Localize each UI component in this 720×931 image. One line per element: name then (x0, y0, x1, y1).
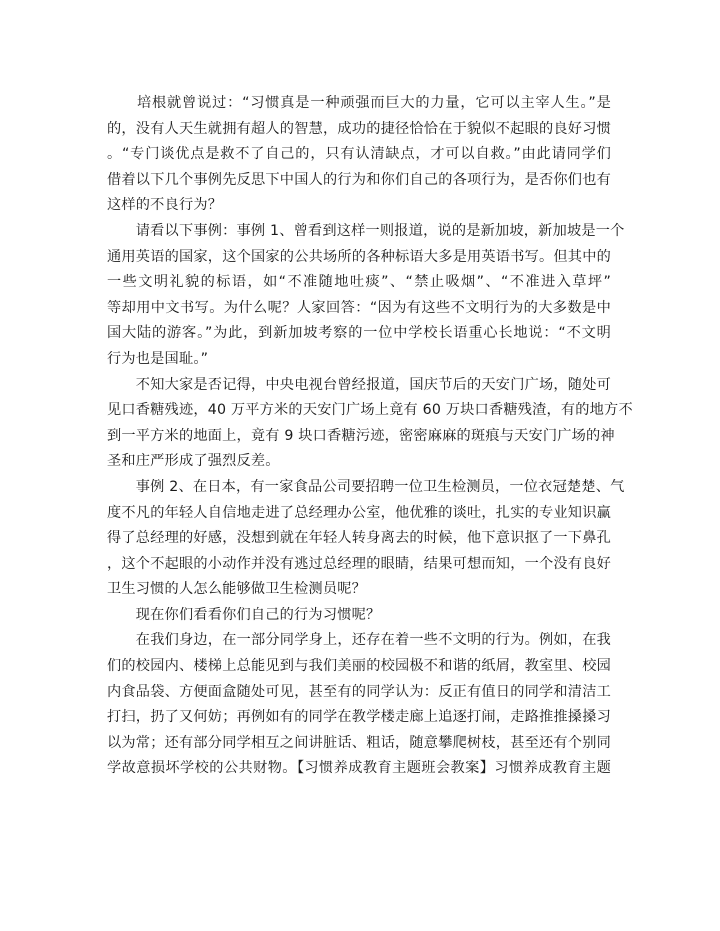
document-body (107, 91, 633, 782)
paragraph-tiananmen-gum (107, 373, 633, 475)
paragraph-example-singapore (107, 219, 625, 373)
text-line: 等却用中文书写。为什么呢？人家回答：“因为有这些不文明行为的大多数是中 (107, 299, 611, 316)
text-line: 学故意损坏学校的公共财物。【习惯养成教育主题班会教案】习惯养成教育主题 (107, 760, 611, 777)
text-line: 在我们身边，在一部分同学身上，还存在着一些不文明的行为。例如，在我 (107, 632, 611, 649)
text-line: 请看以下事例：事例 1、曾看到这样一则报道，说的是新加坡，新加坡是一个 (107, 222, 625, 239)
text-line: ，这个不起眼的小动作并没有逃过总经理的眼睛，结果可想而知，一个没有良好 (107, 555, 611, 572)
text-line: 行为也是国耻。” (107, 350, 209, 367)
text-line: 不知大家是否记得，中央电视台曾经报道，国庆节后的天安门广场，随处可 (107, 376, 611, 393)
text-line: 得了总经理的好感，没想到就在年轻人转身离去的时候，他下意识抠了一下鼻孔 (107, 530, 611, 547)
paragraph-reflection-question (107, 603, 611, 629)
paragraph-example-japan (107, 475, 625, 603)
text-line: 一些文明礼貌的标语，如“不准随地吐痰”、“禁止吸烟”、“不准进入草坪” (107, 274, 611, 291)
text-line: 们的校园内、楼梯上总能见到与我们美丽的校园极不和谐的纸屑，教室里、校园 (107, 658, 611, 675)
paragraph-bacon-quote (107, 91, 611, 219)
text-line: 度不凡的年轻人自信地走进了总经理办公室，他优雅的谈吐，扎实的专业知识赢 (107, 504, 611, 521)
text-line: 借着以下几个事例先反思下中国人的行为和你们自己的各项行为，是否你们也有 (107, 171, 611, 188)
text-line: 内食品袋、方便面盒随处可见，甚至有的同学认为：反正有值日的同学和清洁工 (107, 683, 611, 700)
text-line: 圣和庄严形成了强烈反差。 (107, 453, 280, 470)
text-line: 国大陆的游客。”为此，到新加坡考察的一位中学校长语重心长地说：“不文明 (107, 325, 611, 342)
text-line: 到一平方米的地面上，竟有 9 块口香糖污迹，密密麻麻的斑痕与天安门广场的神 (107, 427, 615, 444)
text-line: 的，没有人天生就拥有超人的智慧，成功的捷径恰恰在于貌似不起眼的良好习惯 (107, 120, 611, 137)
text-line: 通用英语的国家，这个国家的公共场所的各种标语大多是用英语书写。但其中的 (107, 248, 611, 265)
text-line: 打扫，扔了又何妨；再例如有的同学在教学楼走廊上追逐打闹，走路推推搡搡习 (107, 709, 611, 726)
text-line: 。“专门谈优点是救不了自己的，只有认清缺点，才可以自救。”由此请同学们 (107, 146, 611, 163)
text-line: 这样的不良行为？ (107, 197, 223, 214)
text-line: 卫生习惯的人怎么能够做卫生检测员呢？ (107, 581, 366, 598)
text-line: 培根就曾说过：“习惯真是一种顽强而巨大的力量，它可以主宰人生。”是 (107, 95, 611, 111)
text-line: 现在你们看看你们自己的行为习惯呢？ (107, 606, 381, 623)
text-line: 以为常；还有部分同学相互之间讲脏话、粗话，随意攀爬树枝，甚至还有个别同 (107, 734, 611, 751)
text-line: 事例 2、在日本，有一家食品公司要招聘一位卫生检测员，一位衣冠楚楚、气 (107, 478, 625, 495)
text-line: 见口香糖残迹，40 万平方米的天安门广场上竟有 60 万块口香糖残渣，有的地方不 (107, 402, 633, 419)
paragraph-campus-behavior (107, 628, 611, 782)
